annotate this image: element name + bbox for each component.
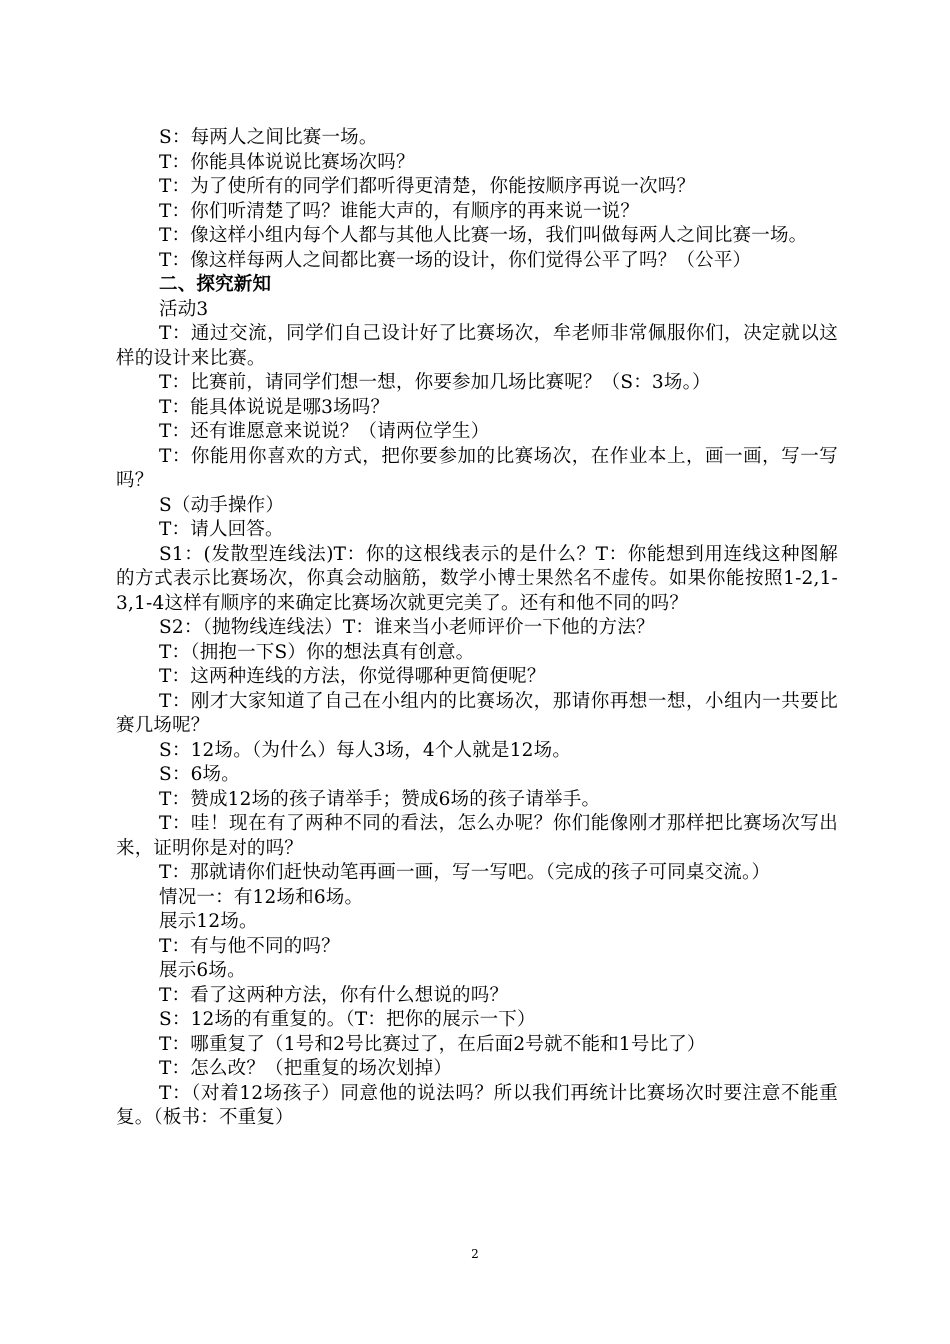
paragraph: T：（拥抱一下S）你的想法真有创意。 bbox=[159, 641, 475, 663]
paragraph: S：12场的有重复的。（T：把你的展示一下） bbox=[159, 1009, 536, 1030]
paragraph: T：看了这两种方法，你有什么想说的吗？ bbox=[159, 984, 509, 1006]
paragraph: S2：（抛物线连线法）T：谁来当小老师评价一下他的方法？ bbox=[159, 617, 655, 638]
paragraph: S1：(发散型连线法)T：你的这根线表示的是什么？T：你能想到用连线这种图解的方式表示比赛场次，你真会动脑筋，数学小博士果然名不虚传。如果你能按照1-2,1-3,1-4这样有顺序的来确定比赛场次就更完美了。还有和他不同的吗？ bbox=[116, 543, 838, 614]
paragraph: T：那就请你们赶快动笔再画一画，写一写吧。（完成的孩子可同桌交流。） bbox=[159, 862, 771, 883]
paragraph: T：有与他不同的吗？ bbox=[159, 935, 340, 957]
paragraph: T：你能具体说说比赛场次吗？ bbox=[159, 151, 415, 173]
paragraph: 情况一：有12场和6场。 bbox=[159, 886, 364, 908]
paragraph: T：哪重复了（1号和2号比赛过了，在后面2号就不能和1号比了） bbox=[159, 1033, 706, 1055]
paragraph: T：（对着12场孩子）同意他的说法吗？所以我们再统计比赛场次时要注意不能重复。（板书：不重复） bbox=[116, 1082, 838, 1128]
paragraph: T：请人回答。 bbox=[159, 519, 284, 540]
paragraph: T：像这样小组内每个人都与其他人比赛一场，我们叫做每两人之间比赛一场。 bbox=[159, 225, 808, 246]
paragraph: T：赞成12场的孩子请举手；赞成6场的孩子请举手。 bbox=[159, 788, 601, 810]
paragraph: T：还有谁愿意来说说？（请两位学生） bbox=[159, 421, 490, 442]
paragraph: S：6场。 bbox=[159, 764, 240, 785]
paragraph: 展示12场。 bbox=[159, 911, 258, 932]
paragraph: T：像这样每两人之间都比赛一场的设计，你们觉得公平了吗？（公平） bbox=[159, 249, 752, 271]
document-body bbox=[116, 126, 838, 1131]
paragraph: T：能具体说说是哪3场吗？ bbox=[159, 396, 390, 418]
paragraph: T：比赛前，请同学们想一想，你要参加几场比赛呢？（S：3场。） bbox=[159, 372, 711, 393]
paragraph: T：为了使所有的同学们都听得更清楚，你能按顺序再说一次吗？ bbox=[159, 176, 696, 197]
paragraph: 展示6场。 bbox=[159, 960, 246, 981]
paragraph: T：这两种连线的方法，你觉得哪种更简便呢？ bbox=[159, 666, 546, 687]
paragraph: S：每两人之间比赛一场。 bbox=[159, 127, 378, 148]
paragraph: T：你能用你喜欢的方式，把你要参加的比赛场次，在作业本上，画一画，写一写吗？ bbox=[116, 445, 838, 491]
paragraph: T：通过交流，同学们自己设计好了比赛场次，牟老师非常佩服你们，决定就以这样的设计来比赛。 bbox=[116, 323, 838, 369]
paragraph: T：哇！现在有了两种不同的看法，怎么办呢？你们能像刚才那样把比赛场次写出来，证明你是对的吗？ bbox=[116, 813, 838, 859]
paragraph: T：你们听清楚了吗？谁能大声的，有顺序的再来说一说？ bbox=[159, 200, 640, 222]
paragraph: S：12场。（为什么）每人3场，4个人就是12场。 bbox=[159, 739, 572, 761]
page-number: 2 bbox=[471, 1247, 479, 1261]
section-heading: 二、探究新知 bbox=[159, 274, 272, 295]
paragraph: T：怎么改？（把重复的场次划掉） bbox=[159, 1058, 453, 1079]
paragraph: 活动3 bbox=[159, 298, 209, 320]
paragraph: T：刚才大家知道了自己在小组内的比赛场次，那请你再想一想，小组内一共要比赛几场呢？ bbox=[116, 690, 838, 736]
paragraph: S（动手操作） bbox=[159, 494, 285, 516]
